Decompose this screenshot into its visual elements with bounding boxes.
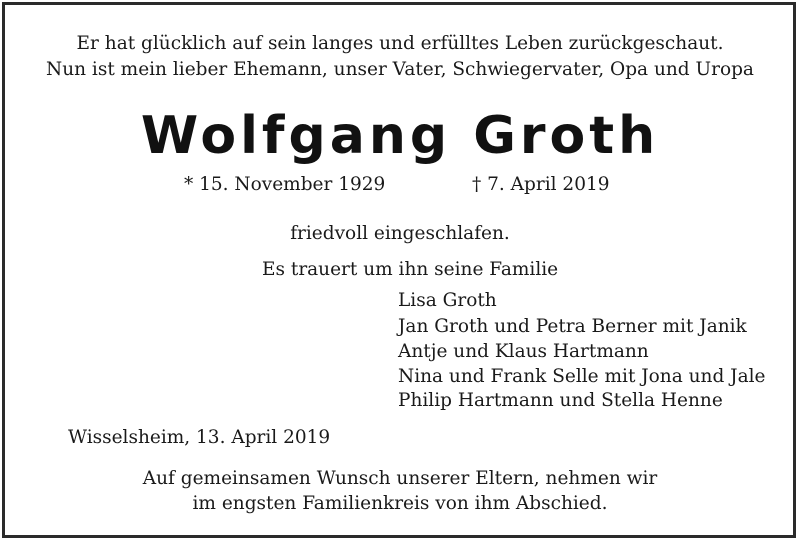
death-date: † 7. April 2019 xyxy=(472,174,610,195)
family-member: Philip Hartmann und Stella Henne xyxy=(398,390,723,411)
passing-text: friedvoll eingeschlafen. xyxy=(290,223,510,244)
closing-line-1: Auf gemeinsamen Wunsch unserer Eltern, nehmen wir xyxy=(142,468,658,489)
family-member: Lisa Groth xyxy=(398,290,497,311)
birth-date: * 15. November 1929 xyxy=(184,174,386,195)
family-member: Jan Groth und Petra Berner mit Janik xyxy=(398,316,747,337)
intro-line-1: Er hat glücklich auf sein langes und erfülltes Leben zurückgeschaut. xyxy=(76,33,724,54)
place-and-date: Wisselsheim, 13. April 2019 xyxy=(68,427,331,448)
family-member: Nina und Frank Selle mit Jona und Jale xyxy=(398,366,766,387)
mourning-text: Es trauert um ihn seine Familie xyxy=(262,259,559,280)
intro-line-2: Nun ist mein lieber Ehemann, unser Vater, Schwiegervater, Opa und Uropa xyxy=(46,59,754,80)
family-member: Antje und Klaus Hartmann xyxy=(398,341,649,362)
deceased-name: Wolfgang Groth xyxy=(140,106,660,166)
closing-line-2: im engsten Familienkreis von ihm Abschied. xyxy=(192,493,608,514)
